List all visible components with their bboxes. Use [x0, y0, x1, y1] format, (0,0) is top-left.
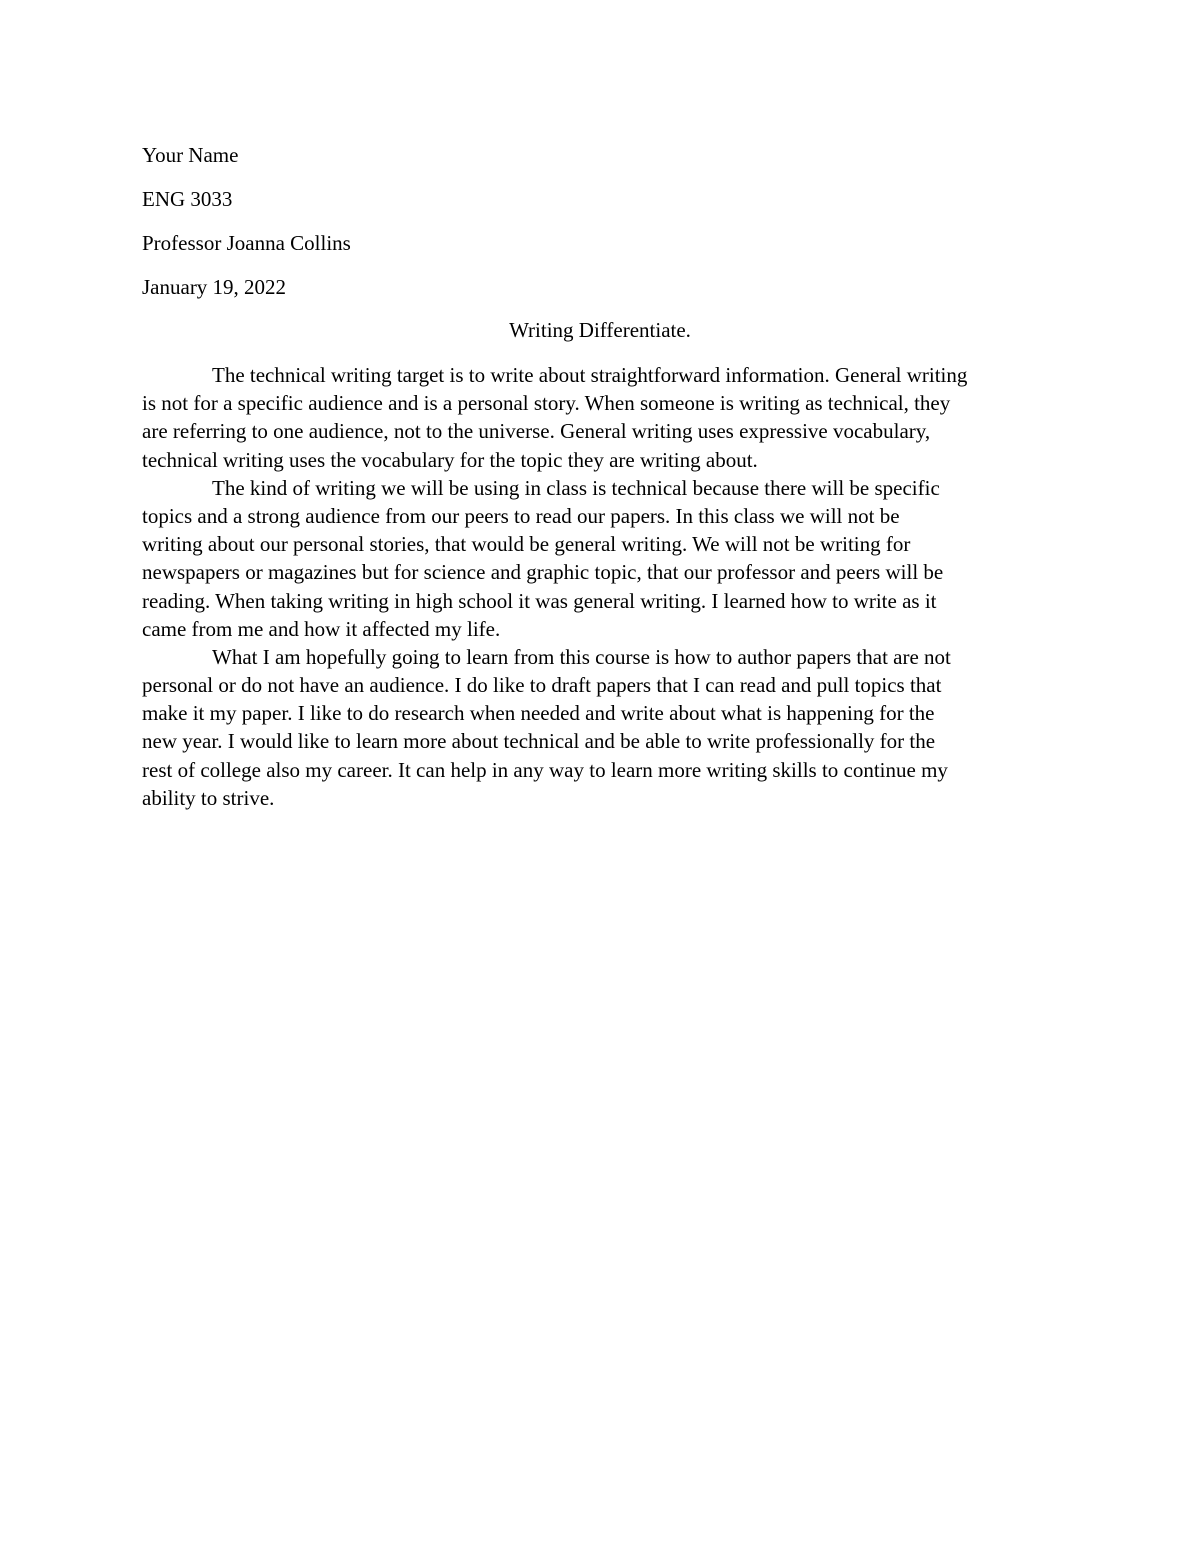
paragraph-line: are referring to one audience, not to the universe. General writing uses expressive vocabulary, — [142, 419, 931, 444]
paragraph-line: The technical writing target is to write about straightforward information. General writing — [212, 363, 968, 387]
paragraph-line: writing about our personal stories, that would be general writing. We will not be writing for — [142, 532, 911, 557]
paragraph-line: What I am hopefully going to learn from this course is how to author papers that are not — [212, 644, 951, 669]
paragraph-line: reading. When taking writing in high school it was general writing. I learned how to write as it — [142, 588, 937, 613]
paragraph-line: make it my paper. I like to do research when needed and write about what is happening for the — [142, 701, 935, 726]
paragraph-line: rest of college also my career. It can help in any way to learn more writing skills to continue my — [142, 757, 948, 782]
professor-name: Professor Joanna Collins — [142, 231, 351, 255]
paragraph-2 — [142, 474, 1062, 643]
course-code: ENG 3033 — [142, 187, 233, 211]
paragraph-1 — [142, 361, 1062, 474]
paragraph-line: personal or do not have an audience. I do like to draft papers that I can read and pull topics that — [142, 673, 942, 698]
paragraph-line: technical writing uses the vocabulary for the topic they are writing about. — [142, 447, 758, 472]
author-name: Your Name — [142, 143, 239, 167]
paragraph-line: topics and a strong audience from our peers to read our papers. In this class we will not be — [142, 503, 900, 528]
essay-body — [142, 361, 1062, 812]
paragraph-3 — [142, 643, 1062, 812]
paragraph-line: ability to strive. — [142, 785, 275, 810]
paragraph-line: newspapers or magazines but for science and graphic topic, that our professor and peers will be — [142, 560, 944, 585]
document-date: January 19, 2022 — [142, 275, 287, 299]
paragraph-line: is not for a specific audience and is a personal story. When someone is writing as technical, they — [142, 391, 951, 416]
essay-title: Writing Differentiate. — [509, 318, 691, 342]
paragraph-line: new year. I would like to learn more about technical and be able to write professionally for the — [142, 729, 936, 754]
paragraph-line: came from me and how it affected my life. — [142, 616, 501, 641]
paragraph-line: The kind of writing we will be using in class is technical because there will be specific — [212, 475, 940, 500]
